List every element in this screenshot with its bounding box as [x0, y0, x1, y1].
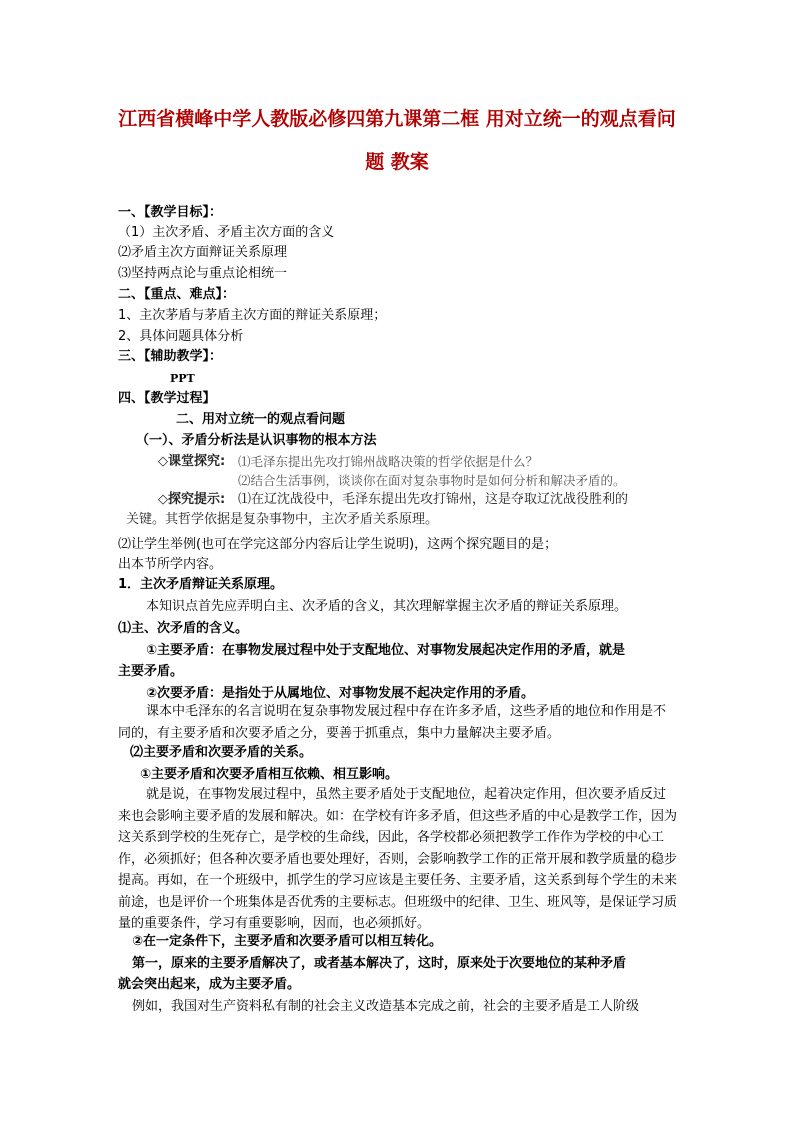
note-line-1: ⑵让学生举例(也可在学完这部分内容后让学生说明)，这两个探究题目的是； [118, 537, 558, 552]
goal-item-1: （1）主次矛盾、矛盾主次方面的含义 [118, 225, 335, 240]
part-one-heading: （一）、矛盾分析法是认识事物的根本方法 [136, 433, 377, 448]
document-title-line2: 题 教案 [365, 151, 429, 173]
relation-point-2: ②在一定条件下，主要矛盾和次要矛盾可以相互转化。 [132, 934, 443, 949]
hint-label: ◇探究提示: [158, 492, 226, 507]
paragraph-relation: 就是说，在事物发展过程中，虽然主要矛盾处于支配地位，起着决定作用，但次要矛盾反过来也会影响主要矛盾的发展和解决。如：在学校有许多矛盾，但这些矛盾的中心是教学工作，因为这关系到学校的生死存亡，是学校的生命线，因此，各学校都必须把教学工作作为学校的中心工作，必须抓好；但各种次要矛盾也要处理好，否则，会影响教学工作的正常开展和教学质量的稳步提高。再如，在一个班级中，抓学生的学习应该是主要任务、主要矛盾，这关系到每个学生的未来前途，也是评价一个班集体是否优秀的主要标志。但班级中的纪律、卫生、班风等，是保证学习质量的重要条件，学习有重要影响，因而，也必须抓好。 [118, 787, 678, 931]
main-contradiction-def-2: 主要矛盾。 [118, 664, 184, 679]
paragraph-quote: 课本中毛泽东的名言说明在复杂事物发展过程中存在许多矛盾，这些矛盾的地位和作用是不同的，有主要矛盾和次要矛盾之分，要善于抓重点，集中力量解决主要矛盾。 [118, 704, 667, 741]
section-1-heading: 1．主次矛盾辩证关系原理。 [118, 577, 284, 592]
explore-question-1: ⑴毛泽东提出先攻打锦州战略决策的哲学依据是什么？ [238, 454, 539, 469]
aids-heading: 三、【辅助教学】： [118, 349, 223, 364]
relation-point-1: ①主要矛盾和次要矛盾相互依赖、相互影响。 [140, 767, 399, 782]
process-heading: 四、【教学过程】 [118, 391, 216, 406]
aids-value: PPT [170, 372, 195, 385]
goal-item-2: ⑵矛盾主次方面辩证关系原理 [118, 245, 288, 260]
process-subheading: 二、用对立统一的观点看问题 [176, 412, 346, 427]
hint-line-2: 关键。其哲学依据是复杂事物中，主次矛盾关系原理。 [126, 512, 439, 527]
first-case-line-2: 就会突出起来，成为主要矛盾。 [118, 977, 301, 992]
first-case-line-1: 第一，原来的主要矛盾解决了，或者基本解决了，这时，原来处于次要地位的某种矛盾 [132, 956, 627, 971]
secondary-contradiction-def: ②次要矛盾：是指处于从属地位、对事物发展不起决定作用的矛盾。 [146, 686, 535, 701]
section-1b-heading: ⑵主要矛盾和次要矛盾的关系。 [130, 745, 313, 760]
goal-item-3: ⑶坚持两点论与重点论相统一 [118, 266, 288, 281]
example-line: 例如，我国对生产资料私有制的社会主义改造基本完成之前，社会的主要矛盾是工人阶级 [132, 999, 640, 1014]
key-points-heading: 二、【重点、难点】： [118, 287, 236, 302]
section-1-intro: 本知识点首先应弄明白主、次矛盾的含义，其次理解掌握主次矛盾的辩证关系原理。 [146, 599, 628, 614]
key-point-2: 2、具体问题具体分析 [118, 329, 244, 344]
hint-line-1: ⑴在辽沈战役中，毛泽东提出先攻打锦州，这是夺取辽沈战役胜利的 [238, 492, 629, 507]
section-1a-heading: ⑴主、次矛盾的含义。 [118, 621, 249, 636]
note-line-2: 出本节所学内容。 [118, 557, 223, 572]
document-title-line1: 江西省横峰中学人教版必修四第九课第二框 用对立统一的观点看问 [118, 108, 676, 130]
key-point-1: 1、主次茅盾与茅盾主次方面的辩证关系原理； [118, 308, 387, 323]
goals-heading: 一、【教学目标】： [118, 205, 223, 220]
main-contradiction-def-1: ①主要矛盾：在事物发展过程中处于支配地位、对事物发展起决定作用的矛盾，就是 [146, 643, 626, 658]
explore-label: ◇课堂探究: [158, 454, 226, 469]
explore-question-2: ⑵结合生活事例，谈谈你在面对复杂事物时是如何分析和解决矛盾的。 [238, 473, 626, 488]
